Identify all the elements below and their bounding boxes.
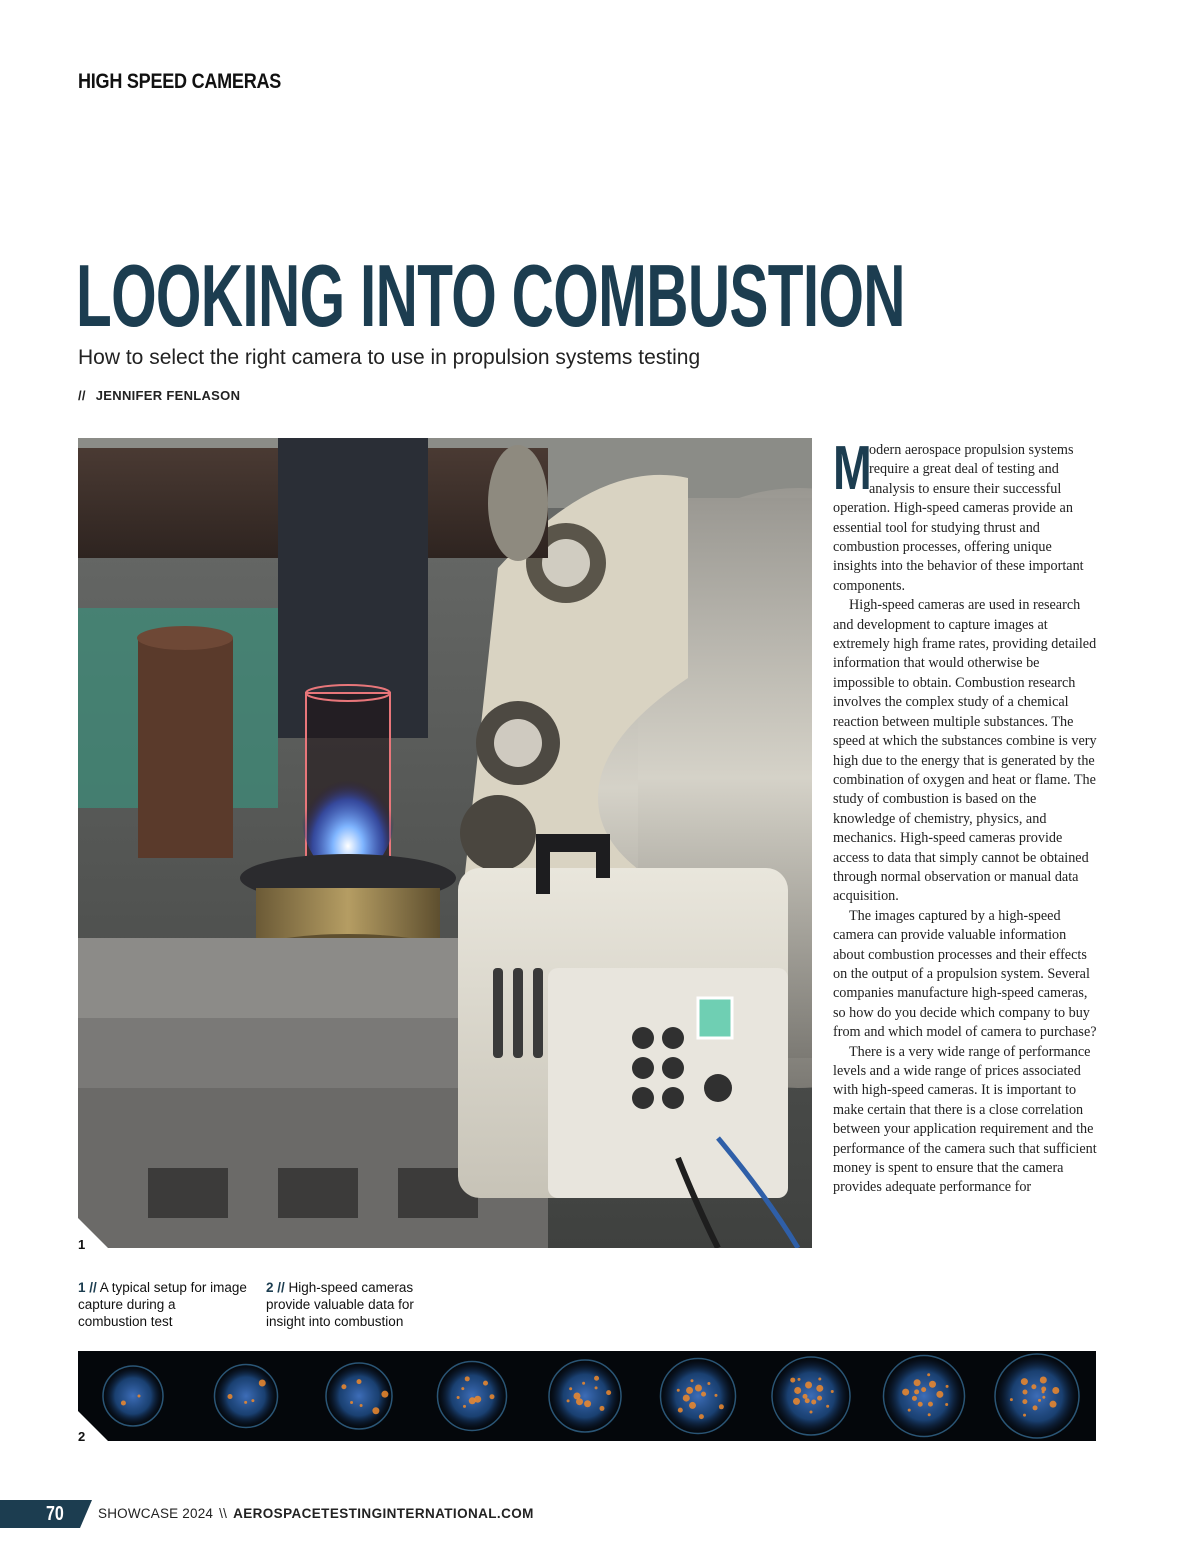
byline [78, 388, 240, 403]
sequence-frame [103, 1366, 163, 1426]
article-paragraph-2: High-speed cameras are used in research and development to capture images at extremely high frame rates, providing detailed information that would otherwise be impossible to obtain. Combustion research involves the complex study of a chemical reaction between multiple substances. The speed at which the substances combine is very high due to the energy that is generated by the combination of oxygen and heat or flame. The study of combustion is based on the knowledge of chemistry, physics, and mechanics. High-speed cameras provide access to data that simply cannot be obtained through normal observation or manual data acquisition. [833, 597, 1097, 905]
combustion-sequence-photo [78, 1351, 1096, 1441]
caption-1-number: 1 // [78, 1280, 97, 1295]
figure-number-2: 2 [78, 1429, 86, 1444]
page-number: 70 [46, 1503, 64, 1525]
caption-1-text: A typical setup for image capture during a combustion test [78, 1280, 247, 1329]
subhead: How to select the right camera to use in propulsion systems testing [78, 346, 701, 369]
paragraph-1-text: odern aerospace propulsion systems require a great deal of testing and analysis to ensure their successful operation. High-speed cameras provide an essential tool for studying thrust and combustion processes, offering unique insights into the behavior of these important components. [833, 442, 1084, 594]
author-name: JENNIFER FENLASON [95, 388, 241, 403]
sequence-frame [438, 1362, 507, 1431]
sequence-frame [661, 1359, 736, 1434]
article-body [833, 434, 1097, 1198]
figure-caption-2 [266, 1279, 436, 1330]
section-label: HIGH SPEED CAMERAS [78, 70, 282, 93]
byline-separator: // [78, 388, 86, 403]
sequence-frame [326, 1363, 392, 1429]
sequence-frame [772, 1357, 850, 1435]
website-link[interactable]: AEROSPACETESTINGINTERNATIONAL.COM [233, 1506, 534, 1521]
caption-2-number: 2 // [266, 1280, 285, 1295]
issue-name: SHOWCASE 2024 [98, 1506, 214, 1521]
drop-cap: M [833, 434, 872, 503]
headline: LOOKING INTO COMBUSTION [76, 246, 905, 345]
article-paragraph-1 [833, 434, 1097, 596]
figure-caption-1 [78, 1279, 248, 1330]
article-paragraph-3: The images captured by a high-speed camera can provide valuable information about combustion processes and their effects on the output of a propulsion system. Several companies manufacture high-speed cameras, so how do you decide which company to buy from and which model of camera to purchase? [833, 907, 1097, 1041]
figure-number-1: 1 [78, 1237, 86, 1252]
sequence-frame [884, 1356, 965, 1437]
combustion-setup-photo [78, 438, 812, 1248]
sequence-frame [549, 1360, 621, 1432]
caption-2-text: High-speed cameras provide valuable data for insight into combustion [266, 1280, 414, 1329]
footer-separator: \\ [219, 1506, 228, 1521]
footer-line [98, 1506, 534, 1521]
article-paragraph-4: There is a very wide range of performance levels and a wide range of prices associated with high-speed cameras. It is important to make certain that there is a close correlation between your application requirement and the performance of the camera such that sufficient money is spent to ensure that the camera provides adequate performance for [833, 1043, 1097, 1196]
sequence-frame [215, 1365, 278, 1428]
sequence-frame [995, 1354, 1079, 1438]
